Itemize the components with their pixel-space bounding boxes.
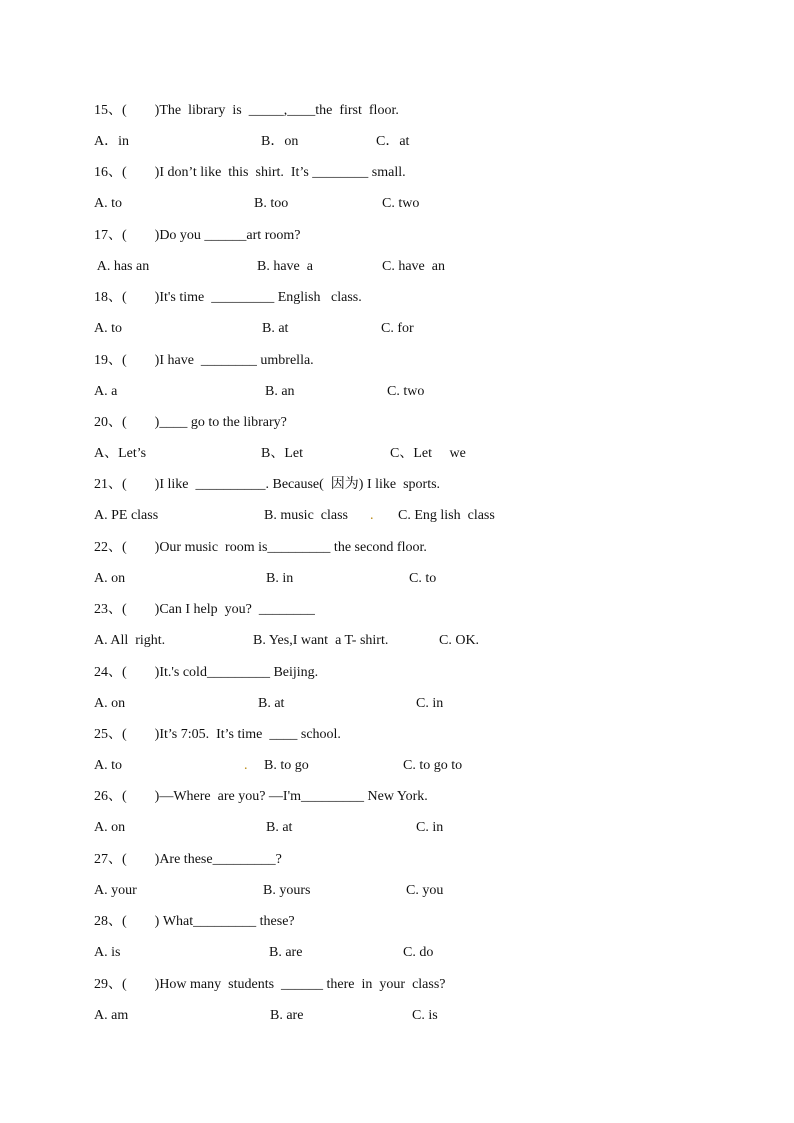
options-27 [94, 881, 444, 901]
options-15 [94, 132, 410, 152]
option-c: C. in [416, 696, 444, 711]
option-a: A. am [94, 1008, 129, 1023]
question-24: 24、( )It.'s cold_________ Beijing. [94, 665, 319, 680]
option-a: A、Let’s [94, 446, 147, 461]
option-a: A. a [94, 384, 118, 399]
options-25 [94, 756, 463, 776]
options-16 [94, 194, 420, 214]
question-18: 18、( )It's time _________ English class. [94, 290, 362, 305]
question-20: 20、( )____ go to the library? [94, 415, 287, 430]
question-15: 15、( )The library is _____,____the first floor. [94, 103, 399, 118]
option-c: C. to go to [403, 758, 463, 773]
question-27: 27、( )Are these_________? [94, 852, 282, 867]
question-25: 25、( )It’s 7:05. It’s time ____ school. [94, 727, 341, 742]
stray-mark: . [370, 508, 374, 523]
question-22: 22、( )Our music room is_________ the second floor. [94, 540, 427, 555]
option-b: B．on [261, 134, 299, 149]
option-a: A. to [94, 321, 122, 336]
question-21: 21、( )I like __________. Because( 因为) I like sports. [94, 477, 441, 492]
option-b: B. music class [264, 508, 348, 523]
option-b: B. at [258, 696, 285, 711]
option-b: B. are [270, 1008, 304, 1023]
option-c: C. have an [382, 259, 445, 274]
question-28: 28、( ) What_________ these? [94, 914, 295, 929]
options-28 [94, 943, 434, 963]
option-c: C. is [412, 1008, 438, 1023]
option-b: B. yours [263, 883, 311, 898]
option-c: C. to [409, 571, 437, 586]
option-b: B. an [265, 384, 295, 399]
options-21 [94, 506, 495, 526]
option-b: B. are [269, 945, 303, 960]
option-a: A. PE class [94, 508, 159, 523]
option-a: A．in [94, 134, 129, 149]
option-a: A. your [94, 883, 137, 898]
options-26 [94, 818, 444, 838]
option-a: A. to [94, 196, 122, 211]
question-29: 29、( )How many students ______ there in your class? [94, 977, 446, 992]
question-19: 19、( )I have ________ umbrella. [94, 353, 314, 368]
option-b: B、Let [261, 446, 303, 461]
option-c: C. two [387, 384, 425, 399]
option-b: B. to go [264, 758, 309, 773]
option-c: C、Let we [390, 446, 466, 461]
option-a: A. on [94, 571, 126, 586]
option-c: C. you [406, 883, 444, 898]
option-c: C. for [381, 321, 414, 336]
question-17: 17、( )Do you ______art room? [94, 228, 301, 243]
option-a: A. on [94, 820, 126, 835]
question-23: 23、( )Can I help you? ________ [94, 602, 315, 617]
option-c: C. in [416, 820, 444, 835]
options-22 [94, 569, 437, 589]
option-a: A. is [94, 945, 121, 960]
option-a: A. All right. [94, 633, 166, 648]
option-b: B. too [254, 196, 289, 211]
option-b: B. in [266, 571, 294, 586]
option-b: B. have a [257, 259, 313, 274]
option-c: C．at [376, 134, 410, 149]
option-c: C. OK. [439, 633, 480, 648]
option-c: C. do [403, 945, 434, 960]
option-a: A. on [94, 696, 126, 711]
option-b: B. Yes,I want a T- shirt. [253, 633, 389, 648]
question-16: 16、( )I don’t like this shirt. It’s ________ small. [94, 165, 406, 180]
option-b: B. at [262, 321, 289, 336]
option-c: C. Eng lish class [398, 508, 495, 523]
options-29 [94, 1006, 438, 1026]
options-18 [94, 319, 414, 339]
question-26: 26、( )—Where are you? —I'm_________ New York. [94, 789, 428, 804]
options-19 [94, 382, 425, 402]
option-b: B. at [266, 820, 293, 835]
option-c: C. two [382, 196, 420, 211]
options-23 [94, 631, 480, 651]
option-a: A. to [94, 758, 122, 773]
stray-mark: . [244, 758, 248, 773]
options-24 [94, 694, 444, 714]
options-17 [94, 257, 445, 277]
options-20 [94, 444, 466, 464]
option-a: A. has an [94, 259, 150, 274]
